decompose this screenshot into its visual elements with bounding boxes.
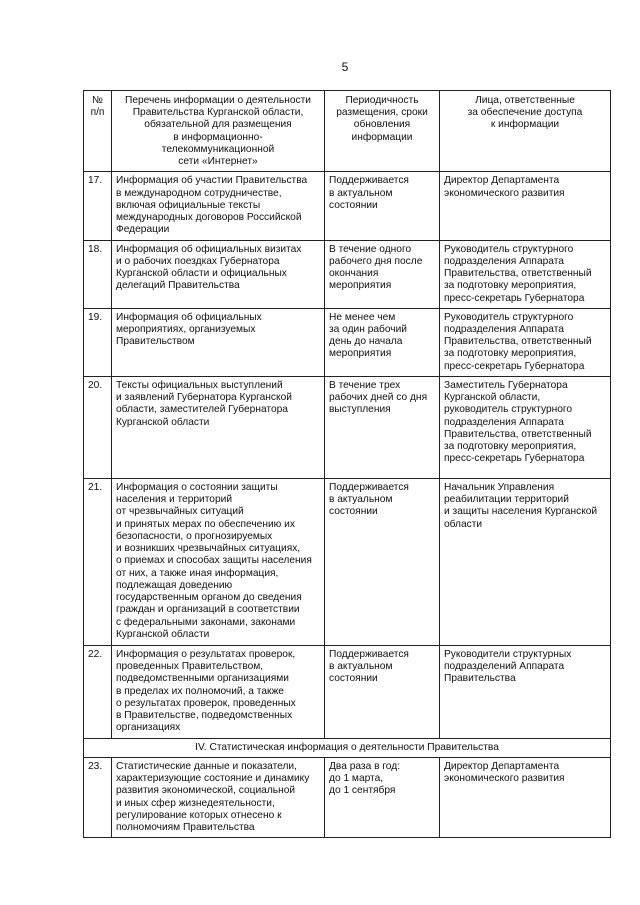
row-number: 20. bbox=[84, 376, 112, 478]
table-row bbox=[84, 308, 611, 376]
row-responsible: Заместитель Губернатора Курганской области, руководитель структурного подразделения Аппарата Правительства, ответственный за подготовку мероприятия, пресс-секретарь Губернатора bbox=[440, 376, 611, 478]
row-number: 17. bbox=[84, 172, 112, 240]
table-row bbox=[84, 478, 611, 645]
row-responsible: Руководители структурных подразделений Аппарата Правительства bbox=[440, 645, 611, 738]
row-period: В течение трех рабочих дней со дня выступления bbox=[325, 376, 440, 478]
page-number: 5 bbox=[341, 60, 349, 74]
row-info: Статистические данные и показатели, характеризующие состояние и динамику развития экономической, социальной и иных сфер жизнедеятельности, регулирование которых отнесено к полномочиям Правительства bbox=[112, 757, 325, 837]
section-heading: IV. Статистическая информация о деятельности Правительства bbox=[84, 738, 611, 757]
row-period: Не менее чем за один рабочий день до начала мероприятия bbox=[325, 308, 440, 376]
header-period: Периодичность размещения, сроки обновления информации bbox=[325, 91, 440, 172]
table-row bbox=[84, 240, 611, 308]
row-info: Информация об официальных визитах и о рабочих поездках Губернатора Курганской области и официальных делегаций Правительства bbox=[112, 240, 325, 308]
table-row bbox=[84, 172, 611, 240]
section-heading-row bbox=[84, 738, 611, 757]
row-info: Информация о результатах проверок, проведенных Правительством, подведомственными организациями в пределах их полномочий, а также о результатах проверок, проведенных в Правительстве, подведомственных организациях bbox=[112, 645, 325, 738]
header-responsible: Лица, ответственные за обеспечение доступа к информации bbox=[440, 91, 611, 172]
row-period: Поддерживается в актуальном состоянии bbox=[325, 478, 440, 645]
table-row bbox=[84, 757, 611, 837]
row-number: 21. bbox=[84, 478, 112, 645]
row-period: Поддерживается в актуальном состоянии bbox=[325, 645, 440, 738]
row-info: Информация об официальных мероприятиях, организуемых Правительством bbox=[112, 308, 325, 376]
table-row bbox=[84, 645, 611, 738]
header-num: № п/п bbox=[84, 91, 112, 172]
row-period: В течение одного рабочего дня после окончания мероприятия bbox=[325, 240, 440, 308]
information-table bbox=[83, 90, 611, 838]
row-info: Информация об участии Правительства в международном сотрудничестве, включая официальные тексты международных договоров Российской Федерации bbox=[112, 172, 325, 240]
row-responsible: Начальник Управления реабилитации территорий и защиты населения Курганской области bbox=[440, 478, 611, 645]
row-number: 23. bbox=[84, 757, 112, 837]
row-responsible: Руководитель структурного подразделения Аппарата Правительства, ответственный за подготовку мероприятия, пресс-секретарь Губернатора bbox=[440, 308, 611, 376]
row-responsible: Руководитель структурного подразделения Аппарата Правительства, ответственный за подготовку мероприятия, пресс-секретарь Губернатора bbox=[440, 240, 611, 308]
row-number: 18. bbox=[84, 240, 112, 308]
row-info: Тексты официальных выступлений и заявлений Губернатора Курганской области, заместителей Губернатора Курганской области bbox=[112, 376, 325, 478]
table-row bbox=[84, 376, 611, 478]
row-period: Поддерживается в актуальном состоянии bbox=[325, 172, 440, 240]
row-number: 22. bbox=[84, 645, 112, 738]
row-period: Два раза в год: до 1 марта, до 1 сентября bbox=[325, 757, 440, 837]
row-responsible: Директор Департамента экономического развития bbox=[440, 172, 611, 240]
header-info: Перечень информации о деятельности Правительства Курганской области, обязательной для размещения в информационно- телекоммуникационной сети «Интернет» bbox=[112, 91, 325, 172]
row-number: 19. bbox=[84, 308, 112, 376]
table-header-row bbox=[84, 91, 611, 172]
row-responsible: Директор Департамента экономического развития bbox=[440, 757, 611, 837]
row-info: Информация о состоянии защиты населения и территорий от чрезвычайных ситуаций и принятых мерах по обеспечению их безопасности, о прогнозируемых и возникших чрезвычайных ситуациях, о приемах и способах защиты населения от них, а также иная информация, подлежащая доведению государственным органом до сведения граждан и организаций в соответствии с федеральными законами, законами Курганской области bbox=[112, 478, 325, 645]
